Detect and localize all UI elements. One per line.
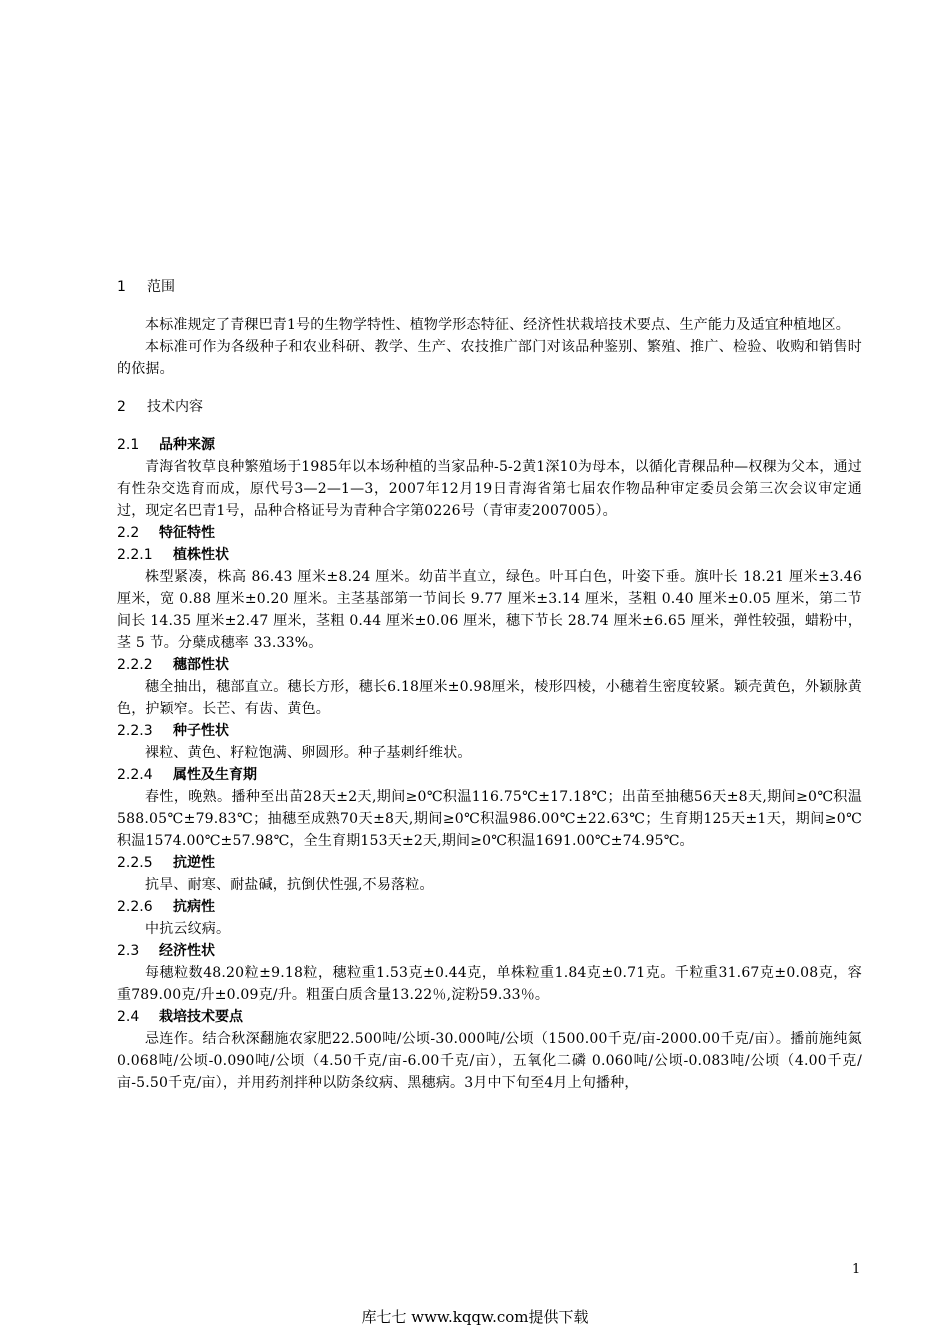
clause-title: 抗逆性	[173, 855, 215, 871]
clause-title: 属性及生育期	[173, 767, 257, 783]
paragraph: 青海省牧草良种繁殖场于1985年以本场种植的当家品种-5-2黄1深10为母本，以循化青稞品种—权稞为父本，通过有性杂交选育而成，原代号3—2—1—3，2007年12月19日青海省第七届农作物品种审定委员会第三次会议审定通过，现定名巴青1号，品种合格证号为青种合字第0226号（青审麦2007005）。	[117, 459, 862, 519]
clause-title: 种子性状	[173, 723, 229, 739]
footer-watermark: 库七七 www.kqqw.com提供下载	[361, 1308, 589, 1326]
clause-number: 2.2.4	[117, 767, 153, 783]
clause-2-2-1-heading	[117, 544, 862, 566]
subsection-number: 2.1	[117, 437, 140, 453]
section-number: 1	[117, 279, 126, 295]
section-number: 2	[117, 399, 126, 415]
clause-2-2-6-heading	[117, 896, 862, 918]
clause-number: 2.2.6	[117, 899, 153, 915]
subsection-number: 2.4	[117, 1009, 140, 1025]
clause-2-2-2-heading	[117, 654, 862, 676]
document-body	[117, 276, 862, 1094]
paragraph: 本标准可作为各级种子和农业科研、教学、生产、农技推广部门对该品种鉴别、繁殖、推广、检验、收购和销售时的依据。	[117, 339, 862, 377]
clause-number: 2.2.3	[117, 723, 153, 739]
section-1-heading	[117, 276, 862, 298]
subsection-2-3-heading	[117, 940, 862, 962]
subsection-title: 栽培技术要点	[159, 1009, 243, 1025]
paragraph: 抗旱、耐寒、耐盐碱，抗倒伏性强,不易落粒。	[145, 877, 434, 893]
paragraph: 中抗云纹病。	[145, 921, 231, 937]
subsection-2-4-heading	[117, 1006, 862, 1028]
subsection-number: 2.3	[117, 943, 140, 959]
clause-title: 抗病性	[173, 899, 215, 915]
paragraph: 本标准规定了青稞巴青1号的生物学特性、植物学形态特征、经济性状栽培技术要点、生产能力及适宜种植地区。	[145, 317, 850, 333]
section-title: 技术内容	[147, 399, 203, 415]
paragraph: 裸粒、黄色、籽粒饱满、卵圆形。种子基刺纤维状。	[145, 745, 472, 761]
clause-2-2-4-heading	[117, 764, 862, 786]
clause-number: 2.2.2	[117, 657, 153, 673]
paragraph: 忌连作。结合秋深翻施农家肥22.500吨/公顷-30.000吨/公顷（1500.00千克/亩-2000.00千克/亩）。播前施纯氮0.068吨/公顷-0.090吨/公顷（4.50千克/亩-6.00千克/亩），五氧化二磷 0.060吨/公顷-0.083吨/公顷（4.00千克/亩-5.50千克/亩），并用药剂拌种以防条纹病、黑穗病。3月中下旬至4月上旬播种，	[117, 1031, 862, 1091]
clause-title: 植株性状	[173, 547, 229, 563]
subsection-2-2-heading	[117, 522, 862, 544]
paragraph: 穗全抽出，穗部直立。穗长方形，穗长6.18厘米±0.98厘米，棱形四棱，小穗着生密度较紧。颖壳黄色，外颖脉黄色，护颖窄。长芒、有齿、黄色。	[117, 679, 862, 717]
clause-2-2-5-heading	[117, 852, 862, 874]
section-2-heading	[117, 396, 862, 418]
paragraph: 株型紧凑，株高 86.43 厘米±8.24 厘米。幼苗半直立，绿色。叶耳白色，叶姿下垂。旗叶长 18.21 厘米±3.46 厘米，宽 0.88 厘米±0.20 厘米。主茎基部第一节间长 9.77 厘米±3.14 厘米，茎粗 0.40 厘米±0.05 厘米，第二节间长 14.35 厘米±2.47 厘米，茎粗 0.44 厘米±0.06 厘米，穗下节长 28.74 厘米±6.65 厘米，弹性较强，蜡粉中，茎 5 节。分蘖成穗率 33.33%。	[117, 569, 862, 651]
clause-number: 2.2.5	[117, 855, 153, 871]
subsection-title: 特征特性	[159, 525, 215, 541]
subsection-number: 2.2	[117, 525, 140, 541]
subsection-title: 品种来源	[159, 437, 215, 453]
page-number: 1	[852, 1262, 861, 1277]
paragraph: 春性，晚熟。播种至出苗28天±2天,期间≥0℃积温116.75℃±17.18℃；出苗至抽穗56天±8天,期间≥0℃积温588.05℃±79.83℃；抽穗至成熟70天±8天,期间≥0℃积温986.00℃±22.63℃；生育期125天±1天，期间≥0℃积温1574.00℃±57.98℃，全生育期153天±2天,期间≥0℃积温1691.00℃±74.95℃。	[117, 789, 862, 849]
clause-2-2-3-heading	[117, 720, 862, 742]
clause-number: 2.2.1	[117, 547, 153, 563]
section-title: 范围	[147, 279, 175, 295]
subsection-title: 经济性状	[159, 943, 215, 959]
subsection-2-1-heading	[117, 434, 862, 456]
paragraph: 每穗粒数48.20粒±9.18粒，穗粒重1.53克±0.44克，单株粒重1.84克±0.71克。千粒重31.67克±0.08克，容重789.00克/升±0.09克/升。粗蛋白质含量13.22％,淀粉59.33％。	[117, 965, 862, 1003]
clause-title: 穗部性状	[173, 657, 229, 673]
